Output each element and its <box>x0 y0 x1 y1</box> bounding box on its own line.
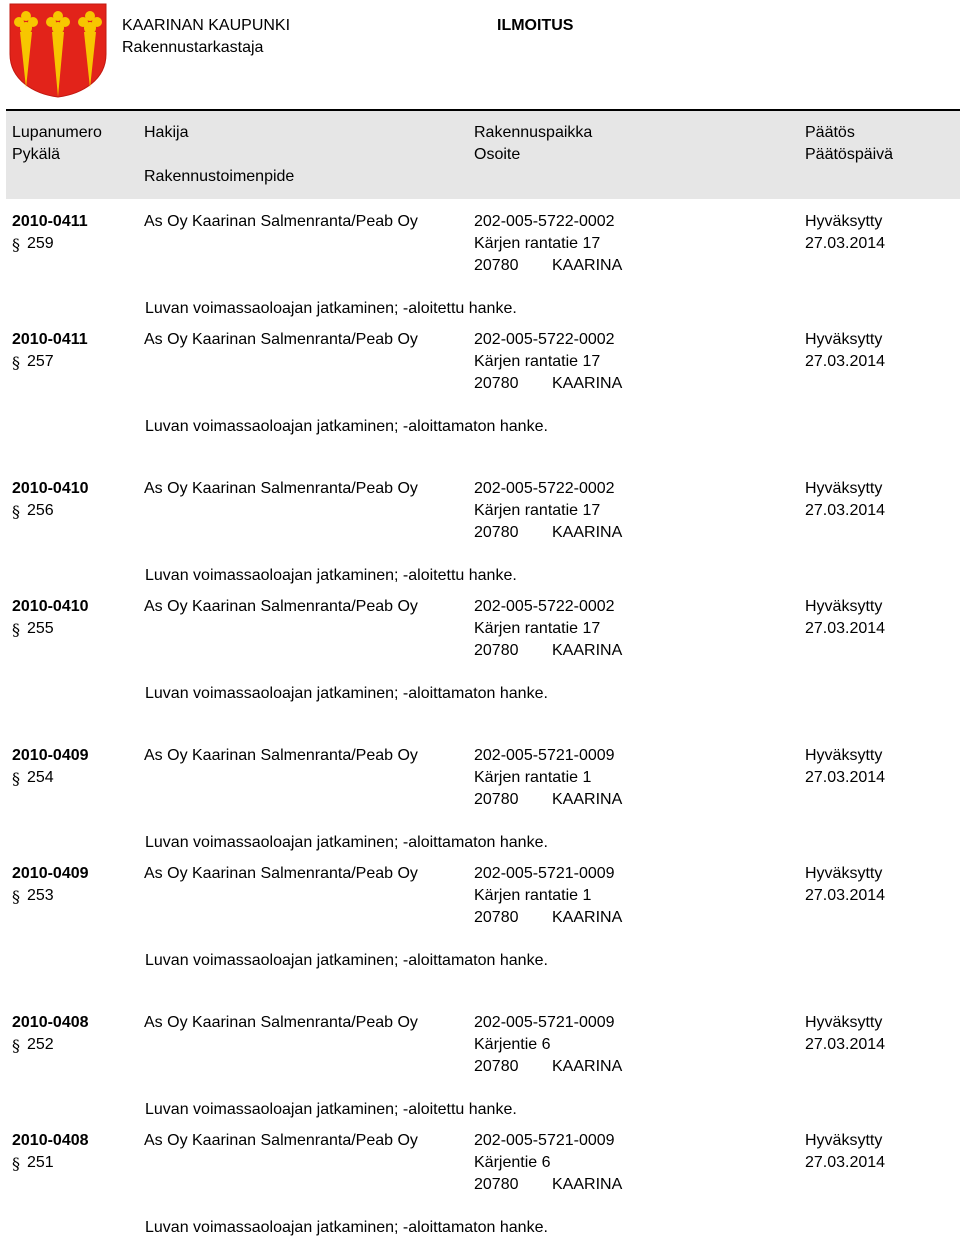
permit-record <box>0 746 960 866</box>
column-header-osoite: Osoite <box>474 146 521 163</box>
permit-record <box>0 479 960 599</box>
street-address: Kärjen rantatie 1 <box>474 887 592 904</box>
applicant: As Oy Kaarinan Salmenranta/Peab Oy <box>144 865 418 882</box>
column-header-rakennuspaikka: Rakennuspaikka <box>474 124 593 141</box>
column-header-lupanumero: Lupanumero <box>12 124 102 141</box>
decision-date: 27.03.2014 <box>805 887 886 904</box>
applicant: As Oy Kaarinan Salmenranta/Peab Oy <box>144 1014 418 1031</box>
permit-number: 2010-0409 <box>12 747 89 764</box>
decision-date: 27.03.2014 <box>805 502 886 519</box>
permit-number: 2010-0410 <box>12 480 89 497</box>
building-action: Luvan voimassaoloajan jatkaminen; -aloitettu hanke. <box>145 1101 517 1118</box>
postal-code: 20780 <box>474 1176 519 1193</box>
street-address: Kärjentie 6 <box>474 1154 551 1171</box>
pykala-number: 259 <box>27 235 54 252</box>
postal-code: 20780 <box>474 909 519 926</box>
municipality: KAARINA <box>552 1176 623 1193</box>
municipality: KAARINA <box>552 791 623 808</box>
decision-status: Hyväksytty <box>805 598 883 615</box>
applicant: As Oy Kaarinan Salmenranta/Peab Oy <box>144 331 418 348</box>
permit-number: 2010-0411 <box>12 331 88 348</box>
postal-code: 20780 <box>474 257 519 274</box>
column-header-rakennustoimenpide: Rakennustoimenpide <box>144 168 295 185</box>
column-header-pykala: Pykälä <box>12 146 61 163</box>
municipality: KAARINA <box>552 642 623 659</box>
property-id: 202-005-5721-0009 <box>474 1132 615 1149</box>
pykala-number: 257 <box>27 353 54 370</box>
postal-code: 20780 <box>474 1058 519 1075</box>
postal-code: 20780 <box>474 375 519 392</box>
property-id: 202-005-5721-0009 <box>474 1014 615 1031</box>
postal-code: 20780 <box>474 642 519 659</box>
organization-name: KAARINAN KAUPUNKI <box>122 17 291 34</box>
property-id: 202-005-5722-0002 <box>474 213 615 230</box>
permit-record <box>0 1013 960 1133</box>
property-id: 202-005-5722-0002 <box>474 331 615 348</box>
street-address: Kärjen rantatie 17 <box>474 620 601 637</box>
municipality: KAARINA <box>552 909 623 926</box>
street-address: Kärjen rantatie 17 <box>474 235 601 252</box>
building-action: Luvan voimassaoloajan jatkaminen; -aloittamaton hanke. <box>145 1219 548 1236</box>
section-symbol: § <box>12 887 20 906</box>
pykala-number: 252 <box>27 1036 54 1053</box>
permit-number: 2010-0409 <box>12 865 89 882</box>
permit-record <box>0 597 960 717</box>
street-address: Kärjen rantatie 17 <box>474 353 601 370</box>
building-action: Luvan voimassaoloajan jatkaminen; -aloitettu hanke. <box>145 567 517 584</box>
decision-status: Hyväksytty <box>805 865 883 882</box>
section-symbol: § <box>12 235 20 254</box>
building-action: Luvan voimassaoloajan jatkaminen; -aloitettu hanke. <box>145 300 517 317</box>
pykala-number: 253 <box>27 887 54 904</box>
property-id: 202-005-5722-0002 <box>474 598 615 615</box>
municipality: KAARINA <box>552 375 623 392</box>
postal-code: 20780 <box>474 524 519 541</box>
decision-date: 27.03.2014 <box>805 1154 886 1171</box>
building-action: Luvan voimassaoloajan jatkaminen; -aloittamaton hanke. <box>145 834 548 851</box>
property-id: 202-005-5722-0002 <box>474 480 615 497</box>
section-symbol: § <box>12 620 20 639</box>
pykala-number: 251 <box>27 1154 54 1171</box>
decision-status: Hyväksytty <box>805 213 883 230</box>
applicant: As Oy Kaarinan Salmenranta/Peab Oy <box>144 598 418 615</box>
column-header-paatospaiva: Päätöspäivä <box>805 146 894 163</box>
section-symbol: § <box>12 769 20 788</box>
pykala-number: 254 <box>27 769 54 786</box>
decision-date: 27.03.2014 <box>805 235 886 252</box>
department-name: Rakennustarkastaja <box>122 39 264 56</box>
street-address: Kärjentie 6 <box>474 1036 551 1053</box>
decision-status: Hyväksytty <box>805 1132 883 1149</box>
section-symbol: § <box>12 1036 20 1055</box>
municipality: KAARINA <box>552 1058 623 1075</box>
applicant: As Oy Kaarinan Salmenranta/Peab Oy <box>144 1132 418 1149</box>
pykala-number: 256 <box>27 502 54 519</box>
permit-record <box>0 212 960 332</box>
applicant: As Oy Kaarinan Salmenranta/Peab Oy <box>144 213 418 230</box>
decision-status: Hyväksytty <box>805 331 883 348</box>
permit-number: 2010-0408 <box>12 1132 89 1149</box>
decision-date: 27.03.2014 <box>805 353 886 370</box>
municipality: KAARINA <box>552 524 623 541</box>
decision-date: 27.03.2014 <box>805 1036 886 1053</box>
section-symbol: § <box>12 353 20 372</box>
column-header-band <box>6 111 960 199</box>
street-address: Kärjen rantatie 17 <box>474 502 601 519</box>
property-id: 202-005-5721-0009 <box>474 747 615 764</box>
column-header-hakija: Hakija <box>144 124 189 141</box>
decision-date: 27.03.2014 <box>805 769 886 786</box>
document-title: ILMOITUS <box>497 17 574 34</box>
section-symbol: § <box>12 502 20 521</box>
section-symbol: § <box>12 1154 20 1173</box>
permit-record <box>0 1131 960 1251</box>
permit-number: 2010-0408 <box>12 1014 89 1031</box>
decision-status: Hyväksytty <box>805 1014 883 1031</box>
decision-status: Hyväksytty <box>805 480 883 497</box>
pykala-number: 255 <box>27 620 54 637</box>
column-header-paatos: Päätös <box>805 124 855 141</box>
applicant: As Oy Kaarinan Salmenranta/Peab Oy <box>144 480 418 497</box>
permit-number: 2010-0410 <box>12 598 89 615</box>
coat-of-arms-logo <box>6 2 110 98</box>
permit-record <box>0 864 960 984</box>
applicant: As Oy Kaarinan Salmenranta/Peab Oy <box>144 747 418 764</box>
permit-number: 2010-0411 <box>12 213 88 230</box>
postal-code: 20780 <box>474 791 519 808</box>
municipality: KAARINA <box>552 257 623 274</box>
building-action: Luvan voimassaoloajan jatkaminen; -aloittamaton hanke. <box>145 418 548 435</box>
property-id: 202-005-5721-0009 <box>474 865 615 882</box>
decision-status: Hyväksytty <box>805 747 883 764</box>
building-action: Luvan voimassaoloajan jatkaminen; -aloittamaton hanke. <box>145 952 548 969</box>
decision-date: 27.03.2014 <box>805 620 886 637</box>
building-action: Luvan voimassaoloajan jatkaminen; -aloittamaton hanke. <box>145 685 548 702</box>
street-address: Kärjen rantatie 1 <box>474 769 592 786</box>
permit-record <box>0 330 960 450</box>
